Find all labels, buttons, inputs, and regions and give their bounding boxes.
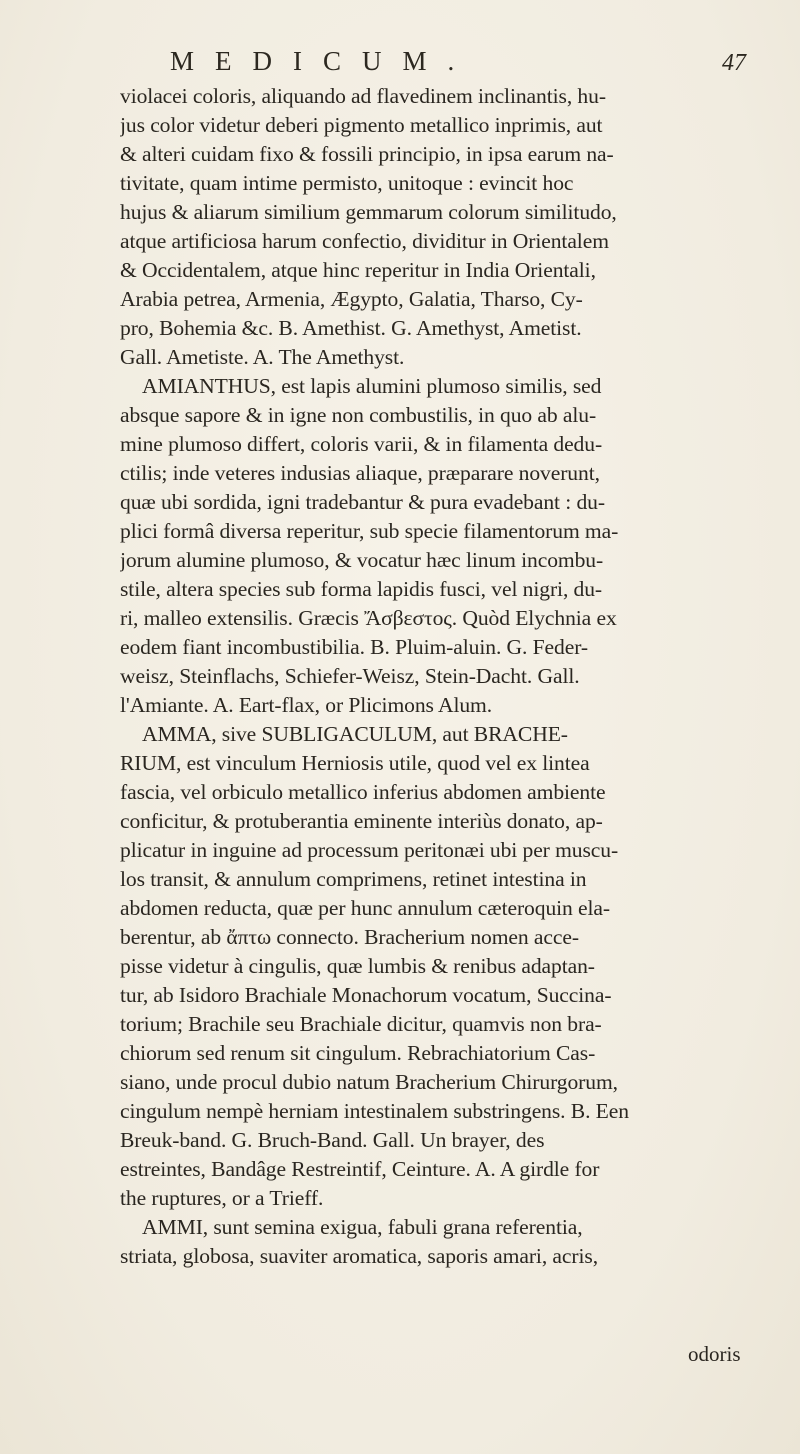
text-line: estreintes, Bandâge Restreintif, Ceinture. A. A girdle for (120, 1157, 600, 1181)
text-line: AMMA, sive SUBLIGACULUM, aut BRACHE- (142, 722, 568, 746)
text-line: plici formâ diversa reperitur, sub specie filamentorum ma- (120, 519, 619, 543)
text-line: los transit, & annulum comprimens, retinet intestina in (120, 867, 587, 891)
catchword: odoris (688, 1342, 741, 1366)
text-line: ri, malleo extensilis. Græcis Ἄσβεστος. Quòd Elychnia ex (120, 606, 617, 630)
text-line: Breuk-band. G. Bruch-Band. Gall. Un brayer, des (120, 1128, 545, 1152)
text-line: violacei coloris, aliquando ad flavedinem inclinantis, hu- (120, 84, 606, 108)
text-line: mine plumoso differt, coloris varii, & in filamenta dedu- (120, 432, 603, 456)
text-line: AMMI, sunt semina exigua, fabuli grana referentia, (142, 1215, 583, 1239)
text-line: Gall. Ametiste. A. The Amethyst. (120, 345, 405, 369)
text-line: weisz, Steinflachs, Schiefer-Weisz, Stein-Dacht. Gall. (120, 664, 580, 688)
text-line: quæ ubi sordida, igni tradebantur & pura evadebant : du- (120, 490, 605, 514)
text-line: pisse videtur à cingulis, quæ lumbis & renibus adaptan- (120, 954, 595, 978)
text-line: chiorum sed renum sit cingulum. Rebrachiatorium Cas- (120, 1041, 596, 1065)
text-line: cingulum nempè herniam intestinalem substringens. B. Een (120, 1099, 629, 1123)
text-line: & Occidentalem, atque hinc reperitur in India Orientali, (120, 258, 596, 282)
running-head: MEDICUM. (170, 46, 476, 76)
text-line: atque artificiosa harum confectio, dividitur in Orientalem (120, 229, 609, 253)
page-number: 47 (722, 50, 746, 76)
text-line: jorum alumine plumoso, & vocatur hæc linum incombu- (120, 548, 604, 572)
text-line: ctilis; inde veteres indusias aliaque, præparare noverunt, (120, 461, 600, 485)
text-line: torium; Brachile seu Brachiale dicitur, quamvis non bra- (120, 1012, 602, 1036)
text-line: l'Amiante. A. Eart-flax, or Plicimons Alum. (120, 693, 493, 717)
text-line: jus color videtur deberi pigmento metallico inprimis, aut (120, 113, 603, 137)
text-line: plicatur in inguine ad processum peritonæi ubi per muscu- (120, 838, 619, 862)
text-line: conficitur, & protuberantia eminente interiùs donato, ap- (120, 809, 603, 833)
text-line: the ruptures, or a Trieff. (120, 1186, 324, 1210)
text-line: abdomen reducta, quæ per hunc annulum cæteroquin ela- (120, 896, 610, 920)
text-line: pro, Bohemia &c. B. Amethist. G. Amethyst, Ametist. (120, 316, 582, 340)
text-line: berentur, ab ἄπτω connecto. Bracherium nomen acce- (120, 925, 579, 949)
text-line: siano, unde procul dubio natum Bracherium Chirurgorum, (120, 1070, 618, 1094)
text-line: tur, ab Isidoro Brachiale Monachorum vocatum, Succina- (120, 983, 612, 1007)
page-header (0, 24, 800, 74)
text-line: fascia, vel orbiculo metallico inferius abdomen ambiente (120, 780, 606, 804)
text-line: hujus & aliarum similium gemmarum colorum similitudo, (120, 200, 617, 224)
text-line: & alteri cuidam fixo & fossili principio, in ipsa earum na- (120, 142, 614, 166)
text-line: Arabia petrea, Armenia, Ægypto, Galatia, Tharso, Cy- (120, 287, 583, 311)
text-line: absque sapore & in igne non combustilis, in quo ab alu- (120, 403, 597, 427)
text-line: RIUM, est vinculum Herniosis utile, quod vel ex lintea (120, 751, 590, 775)
text-line: AMIANTHUS, est lapis alumini plumoso similis, sed (142, 374, 602, 398)
text-line: tivitate, quam intime permisto, unitoque : evincit hoc (120, 171, 574, 195)
body-text (120, 82, 780, 1271)
text-line: stile, altera species sub forma lapidis fusci, vel nigri, du- (120, 577, 603, 601)
text-line: striata, globosa, suaviter aromatica, saporis amari, acris, (120, 1244, 598, 1268)
text-line: eodem fiant incombustibilia. B. Pluim-aluin. G. Feder- (120, 635, 588, 659)
